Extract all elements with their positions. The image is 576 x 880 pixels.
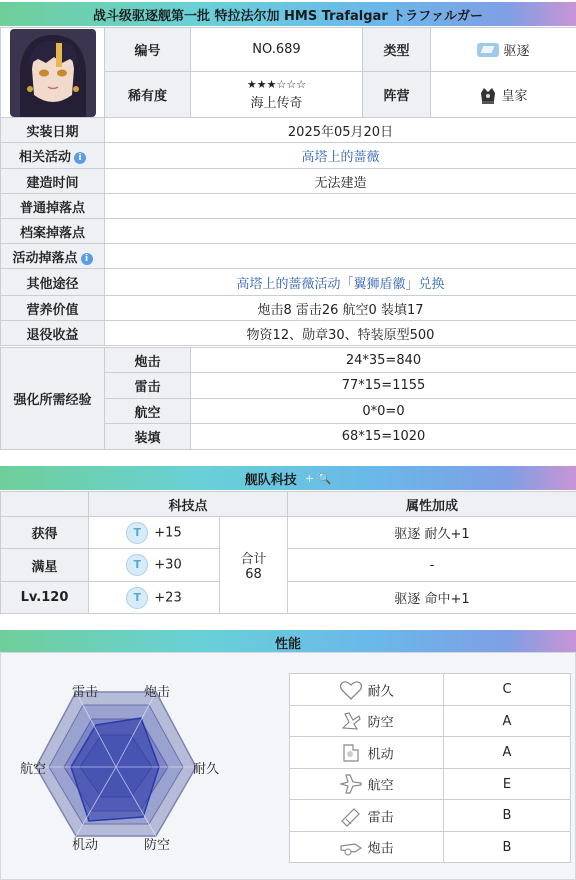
portrait-cell: [1, 28, 105, 118]
ship-portrait: [10, 29, 96, 117]
tech-corner: [1, 492, 89, 517]
faction-label: 阵营: [363, 72, 431, 118]
enhance-stat-value: 77*15=1155: [191, 373, 576, 399]
retire-label: 退役收益: [1, 321, 105, 346]
stat-grade: B: [444, 800, 571, 832]
faction-value-cell: [431, 72, 576, 118]
tech-points-cell: [89, 582, 220, 614]
tech-total-label: 合计: [240, 552, 267, 567]
retire-value: 物资12、勋章30、特装原型500: [105, 321, 576, 346]
performance-panel: [0, 652, 576, 880]
performance-radar-chart: [1, 653, 271, 879]
ship-info-table: [0, 27, 576, 118]
cannon-icon: [339, 836, 363, 858]
stat-grade: B: [444, 832, 571, 863]
heart-icon: [339, 679, 363, 701]
tech-point-icon: T: [126, 554, 148, 576]
fleet-tech-table: [0, 491, 576, 614]
archive-drop-label: 档案掉落点: [1, 219, 105, 244]
search-icon[interactable]: + 🔍: [304, 471, 332, 485]
other-source-cell: [105, 269, 576, 296]
tech-bonus-header: 属性加成: [288, 492, 576, 517]
tech-total-cell: [220, 517, 288, 614]
radar-label-durability: 耐久: [192, 762, 220, 777]
plane-icon: [339, 773, 363, 795]
stat-name-cell: [290, 674, 444, 706]
tech-row-label: 满星: [1, 549, 89, 582]
stat-name: 耐久: [367, 684, 394, 699]
radar-label-aa: 防空: [143, 838, 171, 853]
torpedo-icon: [339, 805, 363, 827]
tech-point-icon: T: [126, 587, 148, 609]
release-date-label: 实装日期: [1, 118, 105, 143]
related-event-label: 相关活动: [18, 150, 71, 165]
stat-name-cell: [290, 769, 444, 800]
rarity-value-cell: [191, 72, 363, 118]
enhance-stat-value: 68*15=1020: [191, 424, 576, 450]
number-value: NO.689: [191, 28, 363, 72]
type-value-cell: [431, 28, 576, 72]
event-drop-label-cell: [1, 244, 105, 269]
rarity-label: 稀有度: [105, 72, 191, 118]
stat-name-cell: [290, 737, 444, 769]
radar-label-firepower: 炮击: [143, 685, 171, 700]
tech-point-icon: T: [126, 522, 148, 544]
rarity-stars: ★★★☆☆☆: [246, 78, 307, 91]
tech-points: +15: [154, 525, 182, 540]
performance-banner: [0, 630, 576, 654]
performance-title: 性能: [274, 636, 301, 652]
enhance-stat-value: 24*35=840: [191, 348, 576, 373]
stat-name: 雷击: [367, 810, 394, 825]
enhance-stat-value: 0*0=0: [191, 399, 576, 424]
normal-drop-value: [105, 194, 576, 219]
normal-drop-label: 普通掉落点: [1, 194, 105, 219]
event-drop-value: [105, 244, 576, 269]
ship-title-banner: [0, 2, 576, 26]
type-label: 类型: [363, 28, 431, 72]
tech-points: +30: [154, 557, 182, 573]
ship-title: 战斗级驱逐舰第一批 特拉法尔加 HMS Trafalgar トラファルガー: [92, 8, 484, 24]
tech-total-value: 68: [245, 567, 262, 582]
enhance-stat-label: 炮击: [105, 348, 191, 373]
related-event-cell: [105, 143, 576, 169]
stat-grade: A: [444, 706, 571, 737]
other-source-link[interactable]: 高塔上的蔷薇活动「翼狮盾徽」兑换: [236, 276, 445, 292]
radar-label-mobility: 机动: [71, 838, 99, 853]
fleet-tech-title: 舰队科技: [244, 472, 297, 488]
tech-points-header: 科技点: [89, 492, 288, 517]
release-date-value: 2025年05月20日: [105, 118, 576, 143]
tech-bonus: 驱逐 耐久+1: [288, 517, 576, 549]
stat-name: 防空: [367, 715, 394, 731]
royal-navy-crown-icon: [479, 85, 497, 105]
info-icon[interactable]: i: [74, 152, 86, 164]
enhance-stat-label: 雷击: [105, 373, 191, 399]
nutrition-label: 营养价值: [1, 296, 105, 321]
tech-points-cell: [89, 517, 220, 549]
build-time-label: 建造时间: [1, 169, 105, 194]
stat-grade: E: [444, 769, 571, 800]
build-time-value: 无法建造: [105, 169, 576, 194]
stat-name: 炮击: [367, 841, 394, 857]
number-label: 编号: [105, 28, 191, 72]
tech-bonus: 驱逐 命中+1: [288, 582, 576, 614]
tech-row-label: Lv.120: [1, 582, 89, 614]
related-event-label-cell: [1, 143, 105, 169]
tech-bonus: -: [288, 549, 576, 582]
stat-name-cell: [290, 832, 444, 863]
tech-row-label: 获得: [1, 517, 89, 549]
info-icon[interactable]: i: [81, 253, 93, 265]
fleet-tech-banner: [0, 466, 576, 490]
stat-grade: A: [444, 737, 571, 769]
rarity-name: 海上传奇: [250, 96, 303, 111]
other-source-label: 其他途径: [1, 269, 105, 296]
tech-points-cell: [89, 549, 220, 582]
anti-air-gun-icon: [339, 710, 363, 732]
tech-points: +23: [154, 590, 182, 605]
faction-value: 皇家: [501, 88, 528, 104]
stat-name-cell: [290, 706, 444, 737]
stat-name: 航空: [367, 778, 394, 794]
radar-label-torpedo: 雷击: [71, 685, 99, 700]
nutrition-value: 炮击8 雷击26 航空0 装填17: [105, 296, 576, 321]
stat-grade: C: [444, 674, 571, 706]
stat-name: 机动: [367, 747, 394, 762]
type-value: 驱逐: [503, 44, 530, 59]
enhance-stat-label: 航空: [105, 399, 191, 424]
archive-drop-value: [105, 219, 576, 244]
enhance-exp-table: [0, 347, 576, 450]
destroyer-icon: [477, 43, 499, 57]
enhance-stat-label: 装填: [105, 424, 191, 450]
ship-detail-table: [0, 117, 576, 346]
radar-label-aviation: 航空: [19, 762, 47, 777]
stat-name-cell: [290, 800, 444, 832]
enhance-exp-label: 强化所需经验: [1, 348, 105, 450]
event-drop-label: 活动掉落点: [12, 250, 78, 266]
mobility-icon: [339, 742, 363, 764]
related-event-link[interactable]: 高塔上的蔷薇: [301, 150, 380, 165]
performance-stats-table: [289, 673, 571, 863]
